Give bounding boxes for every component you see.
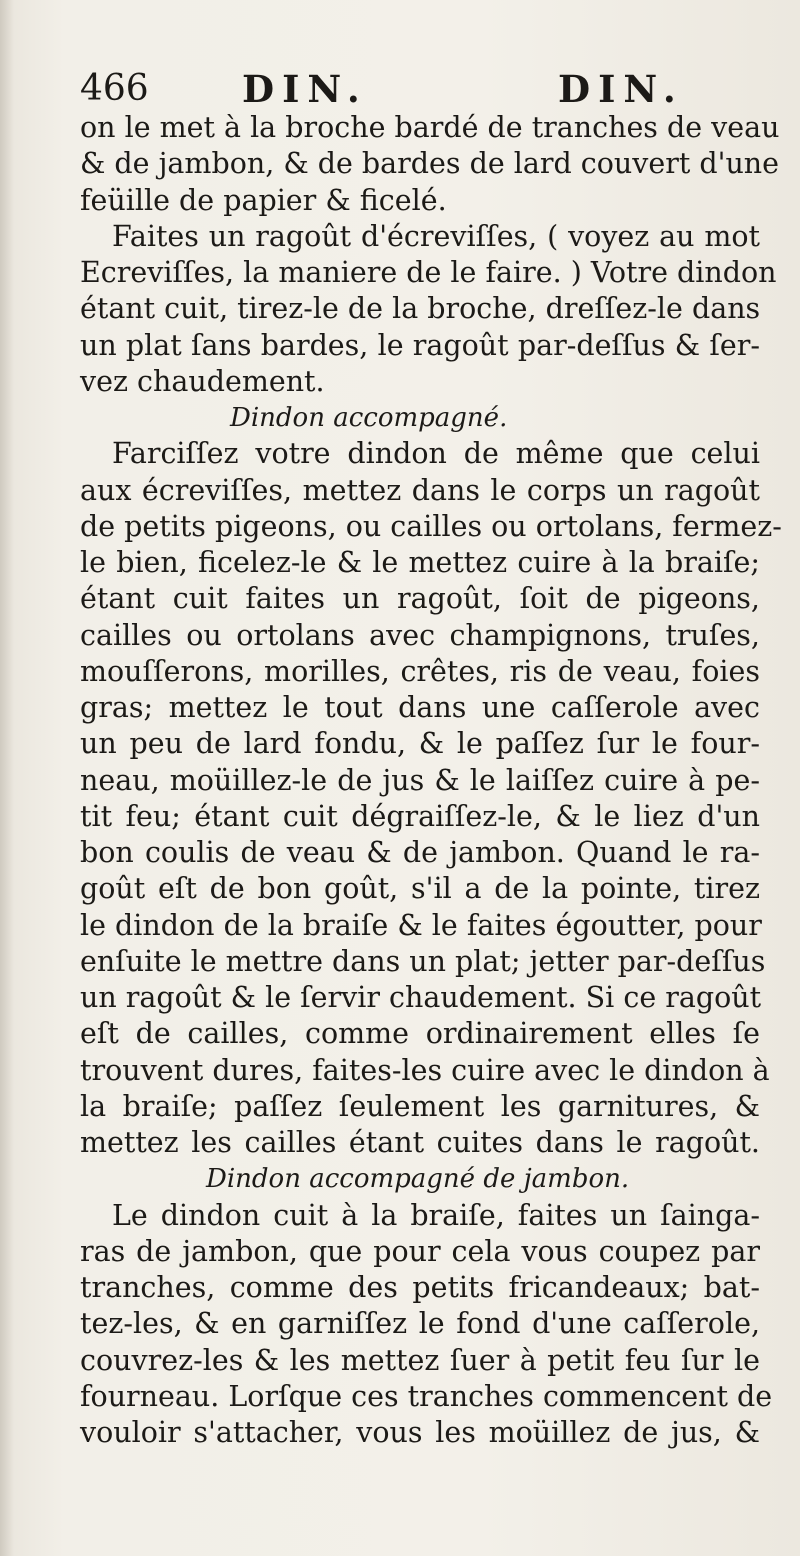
running-head-left: DIN. xyxy=(242,67,368,111)
text-line: bon coulis de veau & de jambon. Quand le ra- xyxy=(80,836,760,869)
text-line: & de jambon, & de bardes de lard couvert d'une xyxy=(80,147,780,181)
page-number: 466 xyxy=(80,68,149,109)
text-line: vez chaudement. xyxy=(80,364,325,398)
page-gutter-shadow xyxy=(0,0,14,1556)
text-line: de petits pigeons, ou cailles ou ortolans, fermez- xyxy=(80,509,782,543)
text-line: un plat ſans bardes, le ragoût par-deſſus & ſer- xyxy=(80,328,760,362)
text-line: tez-les, & en garniſſez le fond d'une caſſerole, xyxy=(80,1307,760,1341)
text-line: un peu de lard fondu, & le paſſez ſur le four- xyxy=(80,727,760,761)
text-line: le dindon de la braiſe & le faites égoutter, pour xyxy=(80,908,762,942)
page-header xyxy=(80,64,770,114)
text-line: cailles ou ortolans avec champignons, truſes, xyxy=(80,618,760,652)
text-line: goût eſt de bon goût, s'il a de la pointe, tirez xyxy=(80,872,760,906)
text-line: trouvent dures, faites-les cuire avec le dindon à xyxy=(80,1053,770,1087)
text-line: Farciſſez votre dindon de même que celui xyxy=(112,437,760,471)
text-line: feüille de papier & ficelé. xyxy=(80,183,447,217)
text-line: Faites un ragoût d'écreviſſes, ( voyez au mot xyxy=(112,219,760,253)
text-line: Ecreviſſes, la maniere de le faire. ) Votre dindon xyxy=(80,256,777,289)
text-line: aux écreviſſes, mettez dans le corps un ragoût xyxy=(80,473,760,507)
section-heading: Dindon accompagné. xyxy=(230,403,508,433)
text-line: gras; mettez le tout dans une caſſerole avec xyxy=(80,691,760,724)
running-head-right: DIN. xyxy=(558,67,684,111)
text-line: ras de jambon, que pour cela vous coupez par xyxy=(80,1234,760,1268)
text-line: tranches, comme des petits fricandeaux; bat- xyxy=(80,1271,760,1304)
text-line: enſuite le mettre dans un plat; jetter par-deſſus xyxy=(80,944,766,978)
text-line: étant cuit faites un ragoût, ſoit de pigeons, xyxy=(80,582,760,616)
section-heading: Dindon accompagné de jambon. xyxy=(206,1164,630,1195)
text-line: fourneau. Lorſque ces tranches commencent de xyxy=(80,1379,773,1413)
text-line: on le met à la broche bardé de tranches de veau xyxy=(80,111,780,144)
text-line: la braiſe; paſſez ſeulement les garnitures, & xyxy=(80,1089,760,1123)
text-line: tit feu; étant cuit dégraiſſez-le, & le liez d'un xyxy=(80,799,760,833)
text-line: Le dindon cuit à la braiſe, faites un ſainga- xyxy=(112,1198,760,1232)
text-line: mettez les cailles étant cuites dans le ragoût. xyxy=(80,1126,760,1159)
text-line: couvrez-les & les mettez ſuer à petit feu ſur le xyxy=(80,1343,760,1377)
text-line: mouſſerons, morilles, crêtes, ris de veau, foies xyxy=(80,654,760,688)
body-text xyxy=(80,110,782,1451)
text-line: vouloir s'attacher, vous les moüillez de jus, & xyxy=(80,1416,760,1449)
text-line: neau, moüillez-le de jus & le laiſſez cuire à pe- xyxy=(80,763,760,797)
text-line: un ragoût & le ſervir chaudement. Si ce ragoût xyxy=(80,981,762,1014)
text-line: le bien, ficelez-le & le mettez cuire à la braiſe; xyxy=(80,546,760,579)
text-line: étant cuit, tirez-le de la broche, dreſſez-le dans xyxy=(80,292,761,326)
text-line: eſt de cailles, comme ordinairement elles ſe xyxy=(80,1017,760,1051)
